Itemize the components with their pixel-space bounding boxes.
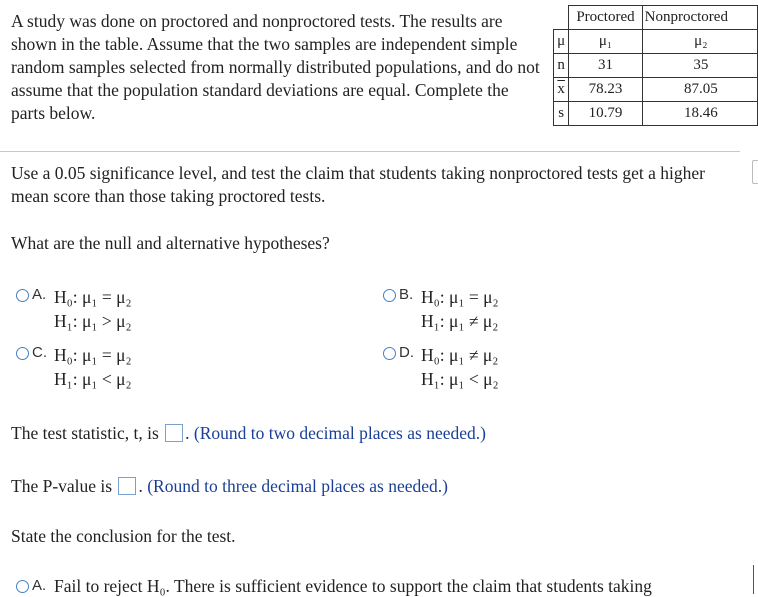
conclusion-question: State the conclusion for the test.: [11, 526, 236, 546]
cell-s2: 18.46: [642, 102, 757, 126]
scrollbar-edge: [753, 565, 754, 594]
test-statistic-input[interactable]: [165, 424, 183, 442]
cell-x2: 87.05: [642, 78, 757, 102]
test-statistic-hint: (Round to two decimal places as needed.): [193, 423, 486, 443]
cell-n2: 35: [642, 54, 757, 78]
row-label-xbar: $\overline{x}$: [554, 78, 569, 102]
cell-mu1: μ₁: [569, 30, 642, 54]
radio-a[interactable]: [16, 289, 29, 302]
option-a[interactable]: A. H₀: μ₁ = μ₂ H₁: μ₁ > μ₂: [16, 285, 132, 333]
conclusion-option-a[interactable]: A. Fail to reject H₀. There is sufficient evidence to support the claim that students taking: [16, 576, 652, 597]
option-b[interactable]: B. H₀: μ₁ = μ₂ H₁: μ₁ ≠ μ₂: [383, 285, 499, 333]
radio-c[interactable]: [16, 347, 29, 360]
option-d[interactable]: D. H₀: μ₁ ≠ μ₂ H₁: μ₁ < μ₂: [383, 343, 499, 391]
pvalue-hint: (Round to three decimal places as needed.): [147, 476, 448, 496]
radio-d[interactable]: [383, 347, 396, 360]
option-c[interactable]: C. H₀: μ₁ = μ₂ H₁: μ₁ < μ₂: [16, 343, 132, 391]
hypotheses-question: What are the null and alternative hypotheses?: [11, 233, 330, 253]
conclusion-radio-a[interactable]: [16, 580, 29, 593]
cell-s1: 10.79: [569, 102, 642, 126]
radio-b[interactable]: [383, 289, 396, 302]
pvalue-input[interactable]: [118, 477, 136, 495]
section-divider: [0, 151, 740, 152]
row-label-mu: μ: [554, 30, 569, 54]
data-table: [553, 5, 758, 126]
cell-n1: 31: [569, 54, 642, 78]
pvalue-line: The P-value is . (Round to three decimal places as needed.): [11, 476, 448, 496]
header-nonproctored: Nonproctored: [642, 6, 757, 30]
cell-x1: 78.23: [569, 78, 642, 102]
claim-text: Use a 0.05 significance level, and test the claim that students taking nonproctored tests get a higher mean score than those taking proctored tests.: [11, 163, 705, 206]
side-scroll-tab[interactable]: [752, 160, 758, 184]
header-proctored: Proctored: [569, 6, 642, 30]
row-label-s: s: [554, 102, 569, 126]
test-statistic-line: The test statistic, t, is . (Round to two decimal places as needed.): [11, 423, 486, 443]
cell-mu2: μ₂: [642, 30, 757, 54]
problem-intro: A study was done on proctored and nonproctored tests. The results are shown in the table. Assume that the two samples are independent simple random samples selected from normally distributed populations, and do not assume that the population standard deviations are equal. Complete the parts below.: [11, 11, 540, 123]
row-label-n: n: [554, 54, 569, 78]
